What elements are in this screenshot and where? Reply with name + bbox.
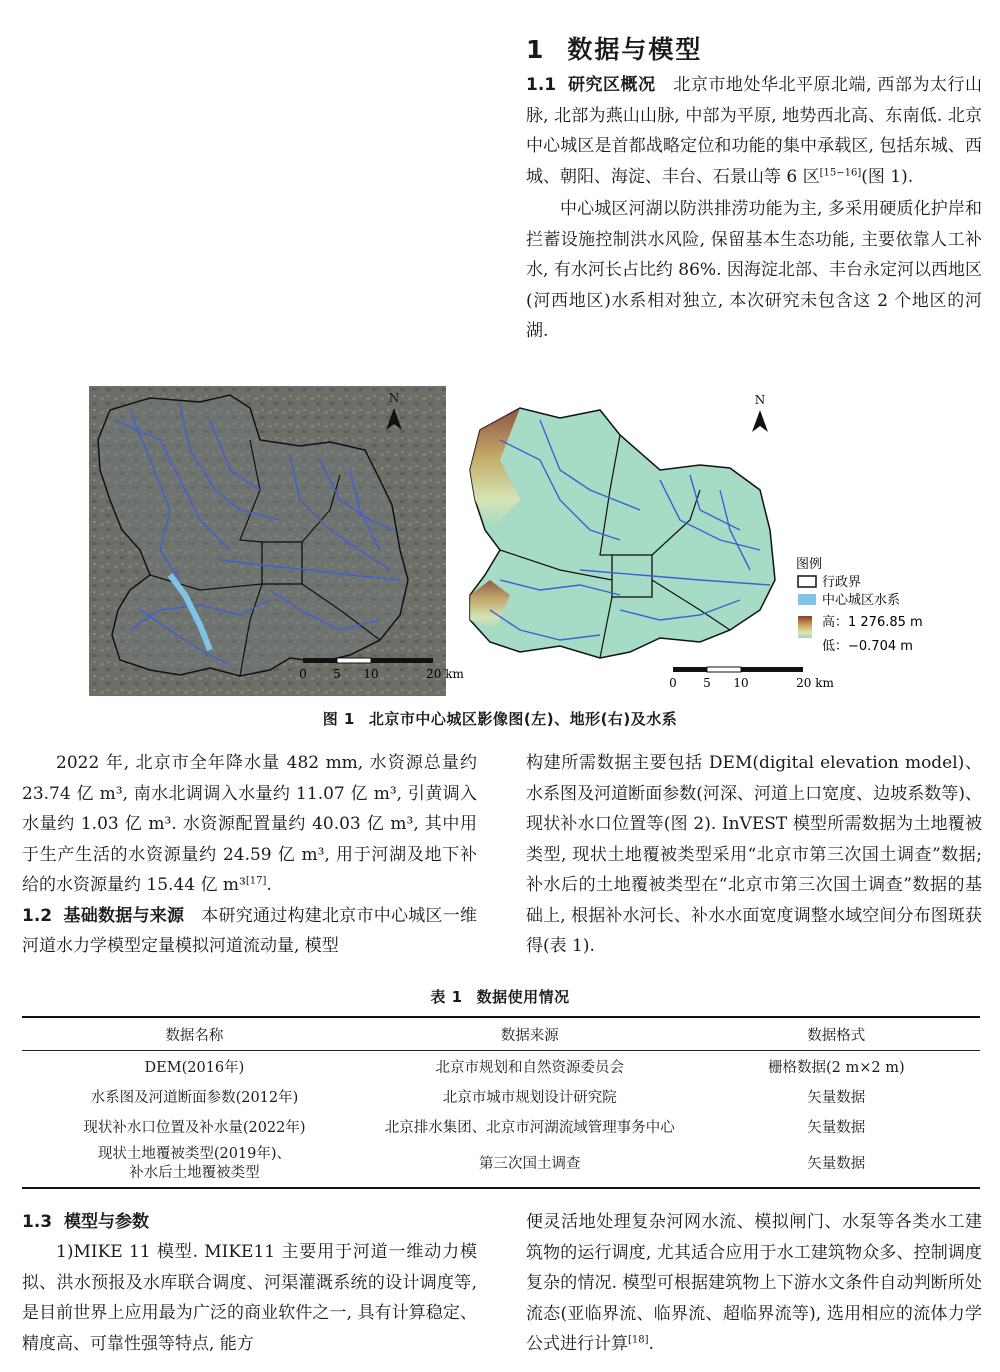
legend-high-label: 高：1 276.85 m [822, 615, 923, 630]
table-1 [22, 1016, 980, 1189]
table-cell-line: 现状土地覆被类型(2019年)、 [97, 1146, 292, 1162]
section-1-3-right [526, 1207, 982, 1360]
table-cell: 水系图及河道断面参数(2012年) [90, 1089, 299, 1106]
satellite-map [89, 386, 464, 696]
scale-bar-right [669, 667, 834, 690]
paragraph-1-2 [22, 901, 477, 962]
paragraph-text: 本研究通过构建北京市中心城区一维河道水力学模型定量模拟河道流动量, 模型 [22, 905, 478, 956]
paragraph-text: 2022 年, 北京市全年降水量 482 mm, 水资源总量约 23.74 亿 m³, 南水北调调入水量约 11.07 亿 m³, 引黄调入水量约 1.03 亿 m³. 水资源配置量约 40.03 亿 m³, 其中用于生产生活的水资源量约 24.59 亿 m³, 用于河湖及地下补给的水资源量约 15.44 亿 m³ [22, 753, 477, 895]
table-cell: 矢量数据 [807, 1119, 866, 1136]
paragraph-text: 北京市地处华北平原北端, 西部为太行山脉, 北部为燕山山脉, 中部为平原, 地势西北高、东南低. 北京中心城区是首都战略定位和功能的集中承载区, 包括东城、西城、朝阳、海淀、丰台、石景山等 6 区 [526, 75, 983, 187]
table-header: 数据格式 [693, 1018, 980, 1051]
paragraph-1-1 [526, 70, 982, 192]
figure-caption [0, 708, 1000, 729]
legend-low-label: 低：−0.704 m [822, 639, 913, 654]
table-cell: 北京排水集团、北京市河湖流域管理事务中心 [384, 1119, 675, 1136]
table-header-row [22, 1018, 980, 1051]
scale-tick: 20 km [426, 667, 464, 681]
table-cell: 现状补水口位置及补水量(2022年) [83, 1119, 306, 1136]
scale-tick: 5 [703, 676, 711, 690]
table-label: 表 1 [430, 988, 463, 1006]
legend-elevation-ramp [798, 616, 812, 638]
paragraph-mike11-cont [526, 1207, 982, 1360]
scale-tick: 5 [333, 667, 341, 681]
section-1-3-left [22, 1207, 477, 1359]
paragraph-mike11: 1)MIKE 11 模型. MIKE11 主要用于河道一维动力模拟、洪水预报及水库联合调度、河渠灌溉系统的设计调度等, 是目前世界上应用最为广泛的商业软件之一, 具有计算稳定、精度高、可靠性强等特点, 能方 [22, 1242, 477, 1354]
figure-label: 图 1 [322, 710, 355, 728]
scale-tick: 0 [669, 676, 677, 690]
paragraph-tail: (图 1). [861, 166, 914, 187]
subsection-number: 1.1 [526, 75, 557, 95]
legend-water-swatch [798, 594, 816, 605]
scale-tick: 10 [733, 676, 749, 690]
north-arrow-icon-right [752, 410, 768, 432]
legend-boundary-label: 行政界 [822, 575, 862, 590]
paragraph-1-1-b: 中心城区河湖以防洪排涝功能为主, 多采用硬质化护岸和拦蓄设施控制洪水风险, 保留基本生态功能, 主要依靠人工补水, 有水河长占比约 86%. 因海淀北部、丰台永定河以西地区(河西地区)水系相对独立, 本次研究未包含这 2 个地区的河湖. [526, 199, 982, 341]
table-row [22, 1051, 980, 1082]
table-cell: 第三次国土调查 [478, 1155, 581, 1172]
section-number: 1 [526, 35, 546, 64]
citation: [18] [628, 1334, 649, 1346]
terrain-map [470, 393, 923, 690]
table-row [22, 1111, 980, 1141]
table-cell-line: 补水后土地覆被类型 [129, 1165, 260, 1181]
figure-caption-text: 北京市中心城区影像图(左)、地形(右)及水系 [368, 710, 678, 728]
paragraph-tail: . [648, 1334, 654, 1354]
table-cell: 栅格数据(2 m×2 m) [767, 1059, 905, 1076]
legend [796, 557, 923, 654]
north-label-right: N [754, 393, 766, 407]
scale-tick: 10 [363, 667, 379, 681]
subsection-title: 基础数据与来源 [63, 905, 185, 926]
scale-tick: 0 [299, 667, 307, 681]
subsection-number: 1.2 [22, 905, 53, 926]
table-header: 数据来源 [367, 1018, 693, 1051]
subsection-title: 模型与参数 [63, 1212, 149, 1232]
figure-1 [0, 380, 1000, 705]
table-cell: DEM(2016年) [144, 1059, 245, 1076]
table-row [22, 1141, 980, 1187]
section-title: 数据与模型 [567, 35, 703, 64]
citation: [15−16] [819, 166, 862, 178]
section-heading [526, 30, 702, 66]
table-header: 数据名称 [22, 1018, 367, 1051]
table-cell: 矢量数据 [807, 1155, 866, 1172]
terrain-area [470, 408, 775, 658]
table-cell: 北京市规划和自然资源委员会 [435, 1059, 624, 1076]
scale-tick: 20 km [796, 676, 834, 690]
left-column [22, 748, 477, 962]
subsection-heading [22, 1207, 477, 1237]
table-caption [0, 986, 1000, 1007]
north-label: N [388, 391, 400, 405]
table-cell: 北京市城市规划设计研究院 [442, 1089, 617, 1106]
legend-water-label: 中心城区水系 [822, 593, 901, 608]
table-cell [22, 1141, 367, 1187]
paragraph-tail: . [266, 875, 272, 895]
paragraph-text: 便灵活地处理复杂河网水流、模拟闸门、水泵等各类水工建筑物的运行调度, 尤其适合应用于水工建筑物众多、控制调度复杂的情况. 模型可根据建筑物上下游水文条件自动判断所处流态(亚临界流、临界流、超临界流等), 选用相应的流体力学公式进行计算 [526, 1212, 982, 1354]
table-caption-text: 数据使用情况 [476, 988, 570, 1006]
table-row [22, 1081, 980, 1111]
right-column [526, 748, 982, 962]
paragraph-data-sources: 构建所需数据主要包括 DEM(digital elevation model)、水系图及河道断面参数(河深、河道上口宽度、边坡系数等)、现状补水口位置等(图 2). InVEST 模型所需数据为土地覆被类型, 现状土地覆被类型采用“北京市第三次国土调查”数据; 补水后的土地覆被类型在“北京市第三次国土调查”数据的基础上, 根据补水河长、补水水面宽度调整水域空间分布图斑获得(表 1). [526, 753, 982, 956]
subsection-title: 研究区概况 [567, 75, 656, 95]
table-cell: 矢量数据 [807, 1089, 866, 1106]
section-1-1 [526, 70, 982, 347]
legend-title: 图例 [796, 557, 823, 572]
subsection-number: 1.3 [22, 1212, 53, 1232]
citation: [17] [245, 875, 267, 887]
paragraph-water-resources [22, 748, 477, 901]
legend-boundary-swatch [798, 576, 816, 587]
